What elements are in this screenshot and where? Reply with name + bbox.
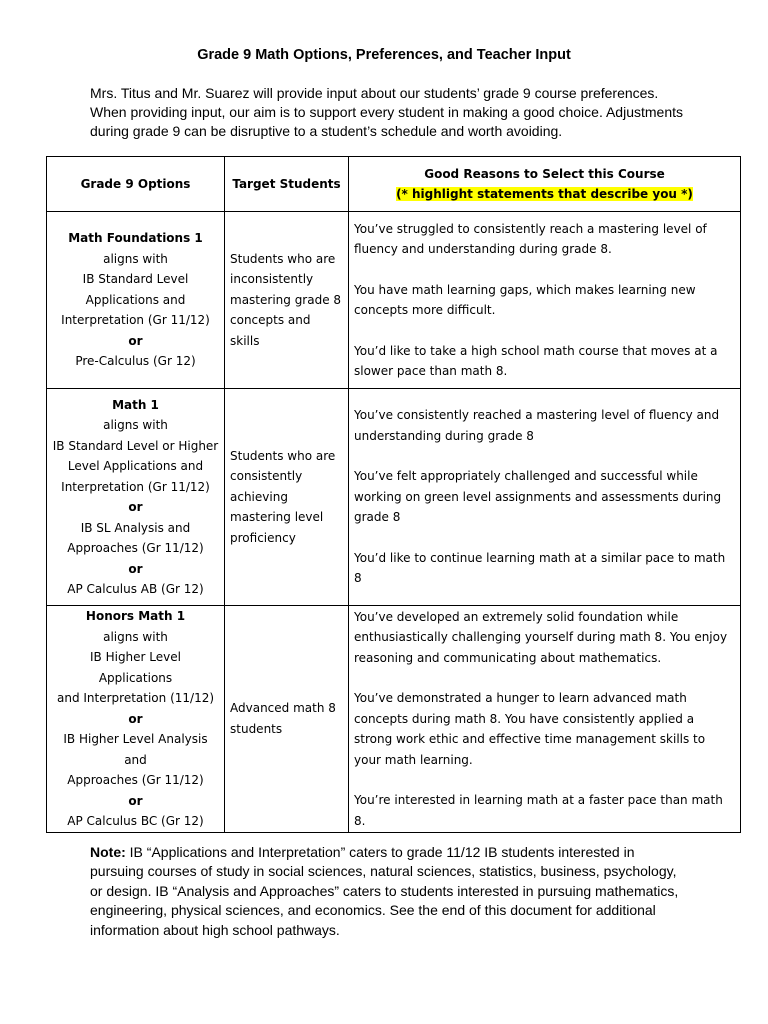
option-line: Approaches (Gr 11/12) [67, 773, 204, 787]
header-reasons-label: Good Reasons to Select this Course [424, 167, 665, 181]
course-name: Math 1 [112, 397, 159, 412]
option-cell [47, 212, 225, 389]
target-cell: Students who are consistently achieving mastering level proficiency [225, 389, 349, 606]
option-or: or [128, 711, 143, 726]
note-label: Note: [90, 844, 126, 860]
table-row [47, 389, 741, 606]
reason-statement: You’ve demonstrated a hunger to learn advanced math concepts during math 8. You have consistently applied a strong work ethic and effective time management skills to your math learning. [354, 691, 706, 767]
course-options-table [46, 156, 741, 833]
intro-paragraph [90, 84, 690, 141]
target-cell: Students who are inconsistently mastering grade 8 concepts and skills [225, 212, 349, 389]
note-paragraph [90, 843, 690, 940]
reason-statement: You’d like to take a high school math course that moves at a slower pace than math 8. [354, 343, 718, 378]
option-line: Applications and [85, 292, 186, 307]
header-highlight-instruction: (* highlight statements that describe you *) [396, 187, 693, 201]
option-line: and Interpretation (11/12) [56, 691, 215, 705]
option-line: IB Standard Level [82, 272, 189, 287]
option-line: aligns with [103, 629, 168, 644]
note-text: IB “Applications and Interpretation” caters to grade 11/12 IB students interested in pursuing courses of study in social sciences, natural sciences, statistics, business, psychology, or design. IB “Analysis and Approaches” caters to students interested in pursuing mathematics, engineering, physical sciences, and economics. See the end of this document for additional information about high school pathways. [90, 844, 679, 938]
course-name: Honors Math 1 [85, 609, 186, 623]
reason-statement: You’ve consistently reached a mastering level of fluency and understanding during grade 8 [354, 408, 720, 443]
reason-statement: You’ve felt appropriately challenged and successful while working on green level assignments and assessments during grade 8 [354, 469, 722, 525]
page-title: Grade 9 Math Options, Preferences, and Teacher Input [197, 47, 571, 63]
option-line: Level Applications and [67, 459, 204, 473]
option-or: or [128, 500, 143, 514]
reason-statement: You’d like to continue learning math at a similar pace to math 8 [354, 550, 726, 586]
option-line: aligns with [103, 418, 168, 432]
reason-statement: You’ve developed an extremely solid foundation while enthusiastically challenging yourself during math 8. You enjoy reasoning and communicating about mathematics. [354, 609, 728, 665]
option-line: IB Standard Level or Higher [52, 438, 219, 453]
intro-line: Mrs. Titus and Mr. Suarez will provide input about our students’ grade 9 course preferences. [90, 85, 659, 101]
table-header-row [47, 157, 741, 212]
option-cell [47, 389, 225, 606]
target-cell: Advanced math 8 students [225, 606, 349, 833]
option-line: AP Calculus AB (Gr 12) [67, 582, 204, 596]
header-target: Target Students [225, 157, 349, 212]
option-or: or [128, 793, 143, 808]
reason-statement: You’re interested in learning math at a faster pace than math 8. [354, 793, 723, 828]
option-line: IB SL Analysis and [80, 520, 191, 535]
option-line: Approaches (Gr 11/12) [67, 541, 204, 555]
table-row [47, 212, 741, 389]
option-or: or [128, 561, 143, 576]
reason-statement: You’ve struggled to consistently reach a mastering level of fluency and understanding during grade 8. [354, 221, 707, 256]
option-line: Pre-Calculus (Gr 12) [75, 354, 196, 369]
table-row [47, 606, 741, 833]
reasons-cell [349, 212, 741, 389]
reasons-cell [349, 606, 741, 833]
intro-line: When providing input, our aim is to support every student in making a good choice. Adjustments [90, 104, 683, 120]
option-line: Interpretation (Gr 11/12) [61, 479, 210, 494]
course-name: Math Foundations 1 [68, 231, 203, 246]
header-options: Grade 9 Options [47, 157, 225, 212]
option-or: or [128, 333, 143, 348]
option-cell [47, 606, 225, 833]
reasons-cell [349, 389, 741, 606]
option-line: AP Calculus BC (Gr 12) [67, 814, 204, 828]
option-line: IB Higher Level Applications [90, 650, 181, 685]
reason-statement: You have math learning gaps, which makes learning new concepts more difficult. [354, 282, 696, 317]
option-line: aligns with [103, 251, 168, 266]
option-line: Interpretation (Gr 11/12) [61, 313, 210, 328]
intro-line: during grade 9 can be disruptive to a student’s schedule and worth avoiding. [90, 123, 563, 139]
header-reasons [349, 157, 741, 212]
option-line: IB Higher Level Analysis and [63, 732, 208, 767]
